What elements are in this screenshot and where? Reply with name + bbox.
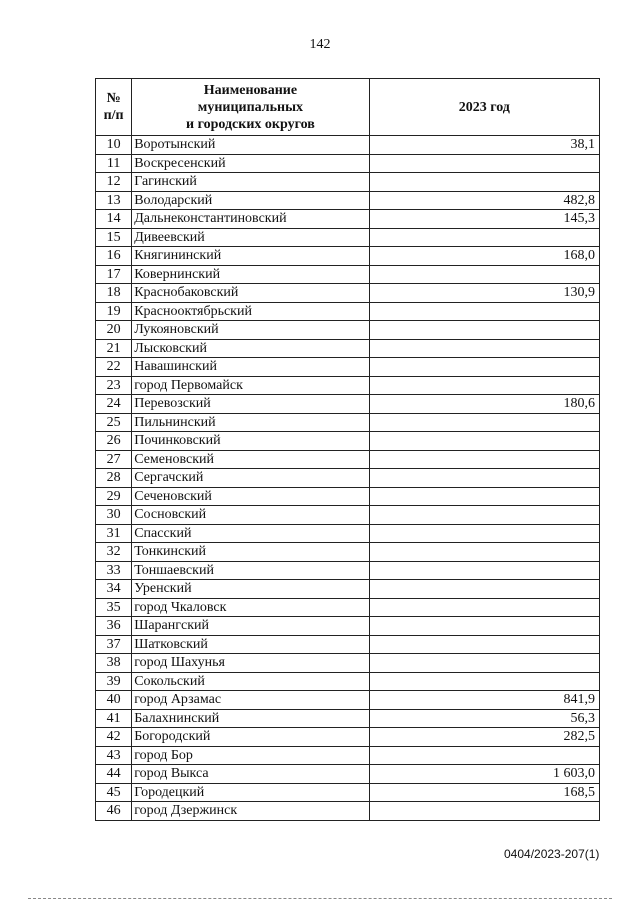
table-row: [96, 765, 600, 784]
table-row: [96, 543, 600, 562]
row-number: 10: [96, 136, 132, 155]
row-name: Сосновский: [132, 506, 369, 525]
row-name: Городецкий: [132, 783, 369, 802]
row-value: [369, 802, 599, 821]
header-number-line1: №: [106, 91, 121, 106]
table-row: [96, 783, 600, 802]
row-value: [369, 672, 599, 691]
table-row: [96, 617, 600, 636]
table-row: [96, 191, 600, 210]
table-row: [96, 228, 600, 247]
row-number: 41: [96, 709, 132, 728]
row-name: Тонкинский: [132, 543, 369, 562]
row-value: [369, 469, 599, 488]
table-row: [96, 635, 600, 654]
row-name: Княгининский: [132, 247, 369, 266]
row-number: 33: [96, 561, 132, 580]
table-row: [96, 691, 600, 710]
row-number: 13: [96, 191, 132, 210]
table-row: [96, 247, 600, 266]
row-name: Дивеевский: [132, 228, 369, 247]
row-name: Володарский: [132, 191, 369, 210]
row-name: Шатковский: [132, 635, 369, 654]
row-number: 27: [96, 450, 132, 469]
row-value: 841,9: [369, 691, 599, 710]
table-row: [96, 265, 600, 284]
table-row: [96, 561, 600, 580]
row-value: [369, 321, 599, 340]
row-value: [369, 228, 599, 247]
table-row: [96, 376, 600, 395]
row-number: 15: [96, 228, 132, 247]
row-name: Сеченовский: [132, 487, 369, 506]
row-number: 45: [96, 783, 132, 802]
document-code: 0404/2023-207(1): [504, 847, 600, 861]
data-table: [95, 78, 600, 821]
table-row: [96, 506, 600, 525]
row-number: 35: [96, 598, 132, 617]
row-name: Балахнинский: [132, 709, 369, 728]
row-number: 32: [96, 543, 132, 562]
row-value: [369, 561, 599, 580]
row-number: 43: [96, 746, 132, 765]
row-name: Лукояновский: [132, 321, 369, 340]
row-name: Ковернинский: [132, 265, 369, 284]
row-value: [369, 173, 599, 192]
row-name: город Первомайск: [132, 376, 369, 395]
row-value: 482,8: [369, 191, 599, 210]
row-name: город Дзержинск: [132, 802, 369, 821]
row-number: 29: [96, 487, 132, 506]
row-value: [369, 376, 599, 395]
row-number: 26: [96, 432, 132, 451]
row-value: 180,6: [369, 395, 599, 414]
row-name: Воротынский: [132, 136, 369, 155]
row-name: город Арзамас: [132, 691, 369, 710]
row-number: 18: [96, 284, 132, 303]
page-number: 142: [309, 37, 331, 52]
row-number: 28: [96, 469, 132, 488]
row-number: 37: [96, 635, 132, 654]
table-row: [96, 173, 600, 192]
bottom-divider: [28, 898, 612, 899]
row-value: [369, 635, 599, 654]
row-number: 19: [96, 302, 132, 321]
row-number: 44: [96, 765, 132, 784]
row-value: 1 603,0: [369, 765, 599, 784]
row-value: [369, 543, 599, 562]
row-value: [369, 413, 599, 432]
row-value: [369, 339, 599, 358]
table-row: [96, 524, 600, 543]
row-name: Богородский: [132, 728, 369, 747]
row-number: 14: [96, 210, 132, 229]
row-name: Дальнеконстантиновский: [132, 210, 369, 229]
table-row: [96, 413, 600, 432]
row-value: [369, 506, 599, 525]
row-number: 23: [96, 376, 132, 395]
row-value: 168,5: [369, 783, 599, 802]
table-row: [96, 136, 600, 155]
table-row: [96, 450, 600, 469]
header-name: [132, 79, 369, 136]
row-name: Воскресенский: [132, 154, 369, 173]
row-number: 30: [96, 506, 132, 525]
table-row: [96, 802, 600, 821]
row-number: 42: [96, 728, 132, 747]
row-name: город Выкса: [132, 765, 369, 784]
header-year: 2023 год: [369, 79, 599, 136]
table-row: [96, 598, 600, 617]
row-number: 46: [96, 802, 132, 821]
table-row: [96, 580, 600, 599]
row-name: Семеновский: [132, 450, 369, 469]
table-row: [96, 654, 600, 673]
table-row: [96, 709, 600, 728]
row-number: 20: [96, 321, 132, 340]
table-body: [96, 136, 600, 821]
table-header: [96, 79, 600, 136]
table-row: [96, 210, 600, 229]
table-row: [96, 395, 600, 414]
row-name: Починковский: [132, 432, 369, 451]
table-row: [96, 302, 600, 321]
row-name: Краснобаковский: [132, 284, 369, 303]
row-value: [369, 654, 599, 673]
row-name: Уренский: [132, 580, 369, 599]
row-value: [369, 524, 599, 543]
table-row: [96, 154, 600, 173]
header-name-line1: Наименование: [203, 82, 298, 98]
row-name: Тоншаевский: [132, 561, 369, 580]
row-number: 24: [96, 395, 132, 414]
table-row: [96, 672, 600, 691]
row-number: 25: [96, 413, 132, 432]
table-row: [96, 358, 600, 377]
row-number: 12: [96, 173, 132, 192]
header-name-line2: муниципальных: [197, 99, 304, 115]
row-name: город Шахунья: [132, 654, 369, 673]
row-name: Лысковский: [132, 339, 369, 358]
row-value: [369, 746, 599, 765]
table-row: [96, 746, 600, 765]
row-value: 56,3: [369, 709, 599, 728]
row-name: Сокольский: [132, 672, 369, 691]
row-value: [369, 617, 599, 636]
row-number: 31: [96, 524, 132, 543]
row-number: 22: [96, 358, 132, 377]
row-name: город Чкаловск: [132, 598, 369, 617]
table-row: [96, 487, 600, 506]
row-name: Пильнинский: [132, 413, 369, 432]
table-row: [96, 728, 600, 747]
row-value: [369, 154, 599, 173]
row-name: Спасский: [132, 524, 369, 543]
row-number: 16: [96, 247, 132, 266]
row-name: город Бор: [132, 746, 369, 765]
row-number: 40: [96, 691, 132, 710]
row-number: 36: [96, 617, 132, 636]
row-number: 17: [96, 265, 132, 284]
row-value: [369, 265, 599, 284]
row-value: [369, 487, 599, 506]
row-number: 39: [96, 672, 132, 691]
table-row: [96, 432, 600, 451]
row-number: 38: [96, 654, 132, 673]
table-row: [96, 469, 600, 488]
header-row: [96, 79, 600, 136]
table-row: [96, 284, 600, 303]
row-value: [369, 450, 599, 469]
row-value: 130,9: [369, 284, 599, 303]
row-value: [369, 302, 599, 321]
row-name: Навашинский: [132, 358, 369, 377]
row-name: Краснооктябрьский: [132, 302, 369, 321]
header-name-line3: и городских округов: [186, 116, 315, 132]
row-value: 145,3: [369, 210, 599, 229]
row-name: Гагинский: [132, 173, 369, 192]
row-value: 282,5: [369, 728, 599, 747]
table-row: [96, 339, 600, 358]
row-number: 11: [96, 154, 132, 173]
row-name: Перевозский: [132, 395, 369, 414]
row-value: 168,0: [369, 247, 599, 266]
row-value: [369, 580, 599, 599]
header-number: [96, 79, 132, 136]
row-number: 21: [96, 339, 132, 358]
row-value: [369, 598, 599, 617]
row-value: 38,1: [369, 136, 599, 155]
table-row: [96, 321, 600, 340]
row-value: [369, 358, 599, 377]
row-number: 34: [96, 580, 132, 599]
row-name: Сергачский: [132, 469, 369, 488]
row-name: Шарангский: [132, 617, 369, 636]
row-value: [369, 432, 599, 451]
header-number-line2: п/п: [103, 108, 124, 123]
